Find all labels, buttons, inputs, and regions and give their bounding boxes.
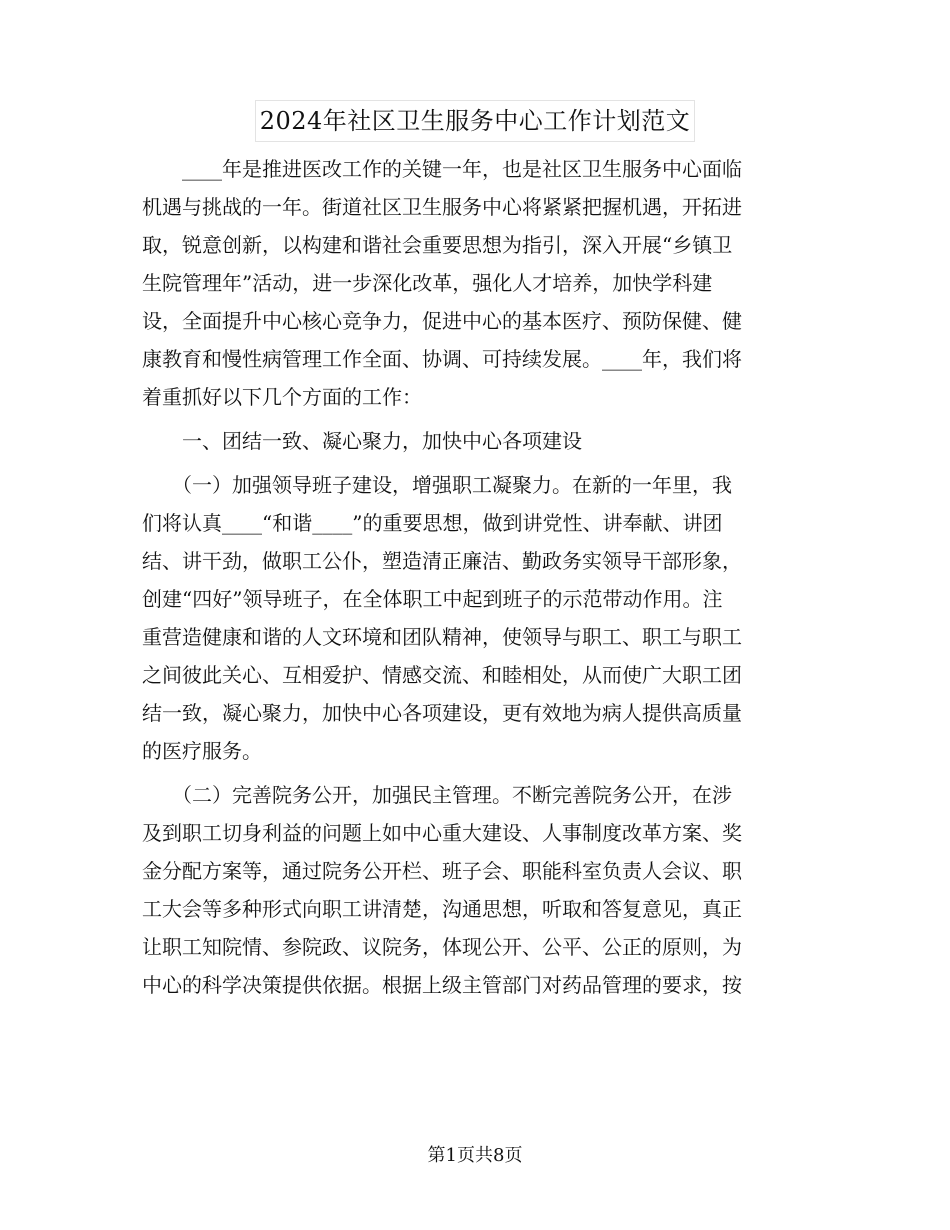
body-line: 们将认真____“和谐____”的重要思想，做到讲党性、讲奉献、讲团 [142, 511, 723, 535]
page-number-footer: 第1页共8页 [427, 1145, 523, 1166]
body-line: 的医疗服务。 [142, 739, 262, 763]
section-heading: 一、团结一致、凝心聚力，加快中心各项建设 [142, 429, 582, 453]
body-line: 机遇与挑战的一年。街道社区卫生服务中心将紧紧把握机遇，开拓进 [142, 195, 742, 219]
title-container [0, 100, 950, 142]
body-line: 结、讲干劲，做职工公仆，塑造清正廉洁、勤政务实领导干部形象， [142, 549, 742, 573]
body-line: 金分配方案等，通过院务公开栏、班子会、职能科室负责人会议、职 [142, 859, 742, 883]
document-body [142, 150, 802, 1004]
body-line: 生院管理年”活动，进一步深化改革，强化人才培养，加快学科建 [142, 271, 713, 295]
document-title: 2024年社区卫生服务中心工作计划范文 [255, 100, 696, 142]
body-line: 着重抓好以下几个方面的工作： [142, 385, 422, 409]
body-line: 之间彼此关心、互相爱护、情感交流、和睦相处，从而使广大职工团 [142, 663, 742, 687]
body-line: 设，全面提升中心核心竞争力，促进中心的基本医疗、预防保健、健 [142, 309, 742, 333]
body-line: 中心的科学决策提供依据。根据上级主管部门对药品管理的要求，按 [142, 973, 742, 997]
body-line: 让职工知院情、参院政、议院务，体现公开、公平、公正的原则，为 [142, 935, 742, 959]
body-line: 取，锐意创新，以构建和谐社会重要思想为指引，深入开展“乡镇卫 [142, 233, 733, 257]
body-line: （一）加强领导班子建设，增强职工凝聚力。在新的一年里，我 [142, 473, 732, 497]
body-line: 及到职工切身利益的问题上如中心重大建设、人事制度改革方案、奖 [142, 821, 742, 845]
body-line: 结一致，凝心聚力，加快中心各项建设，更有效地为病人提供高质量 [142, 701, 742, 725]
body-line: ____年是推进医改工作的关键一年，也是社区卫生服务中心面临 [142, 157, 742, 181]
body-line: 康教育和慢性病管理工作全面、协调、可持续发展。____年，我们将 [142, 347, 742, 371]
body-line: 创建“四好”领导班子，在全体职工中起到班子的示范带动作用。注 [142, 587, 723, 611]
body-line: 工大会等多种形式向职工讲清楚，沟通思想，听取和答复意见，真正 [142, 897, 742, 921]
body-line: （二）完善院务公开，加强民主管理。不断完善院务公开，在涉 [142, 783, 732, 807]
body-line: 重营造健康和谐的人文环境和团队精神，使领导与职工、职工与职工 [142, 625, 742, 649]
